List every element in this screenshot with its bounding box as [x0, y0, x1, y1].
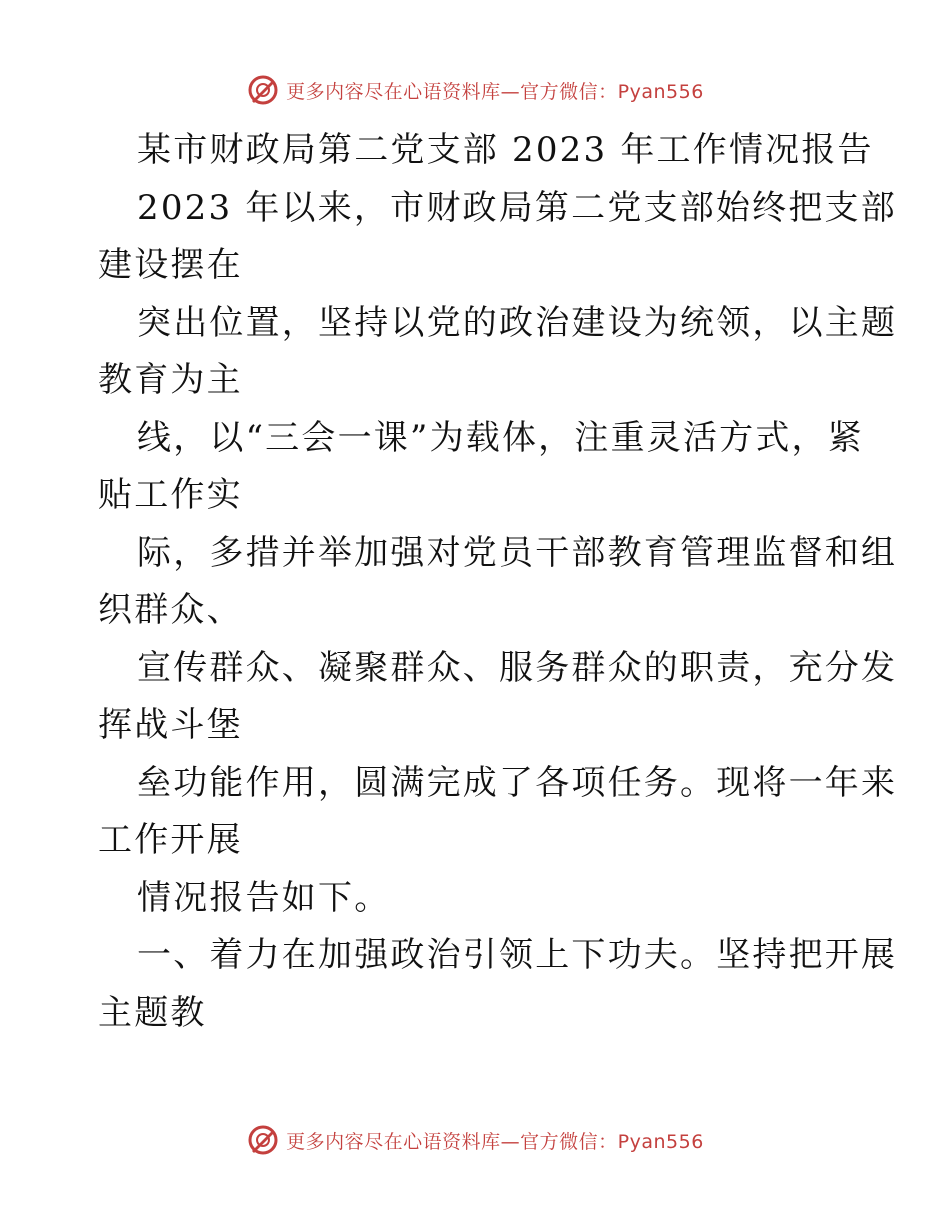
paragraph-line: 教育为主 [98, 360, 243, 400]
paragraph-line: 挥战斗堡 [98, 705, 243, 745]
document-title: 某市财政局第二党支部 2023 年工作情况报告 [137, 130, 874, 170]
document-body [98, 122, 898, 1042]
watermark-text: 更多内容尽在心语资料库—官方微信：Pyan556 [286, 80, 704, 103]
watermark-bottom [0, 1120, 950, 1160]
paragraph-line: 2023 年以来，市财政局第二党支部始终把支部 [137, 187, 897, 228]
section-heading-line: 一、着力在加强政治引领上下功夫。坚持把开展 [137, 935, 898, 975]
paragraph-line: 工作开展 [98, 820, 243, 860]
paragraph-line: 垒功能作用，圆满完成了各项任务。现将一年来 [137, 762, 898, 803]
pen-logo-icon [246, 1123, 280, 1157]
paragraph-line: 突出位置，坚持以党的政治建设为统领，以主题 [137, 302, 898, 343]
paragraph-line: 织群众、 [98, 590, 243, 630]
paragraph-line: 线，以“三会一课”为载体，注重灵活方式，紧 [137, 417, 864, 458]
paragraph-line: 建设摆在 [98, 245, 243, 285]
watermark-text: 更多内容尽在心语资料库—官方微信：Pyan556 [286, 1130, 704, 1153]
pen-logo-icon [246, 73, 280, 107]
paragraph-line: 宣传群众、凝聚群众、服务群众的职责，充分发 [137, 647, 898, 688]
paragraph-line: 际，多措并举加强对党员干部教育管理监督和组 [137, 532, 898, 573]
paragraph-line: 主题教 [98, 992, 207, 1033]
paragraph-line: 情况报告如下。 [137, 877, 391, 918]
paragraph-line: 贴工作实 [98, 475, 243, 515]
watermark-top [0, 70, 950, 110]
